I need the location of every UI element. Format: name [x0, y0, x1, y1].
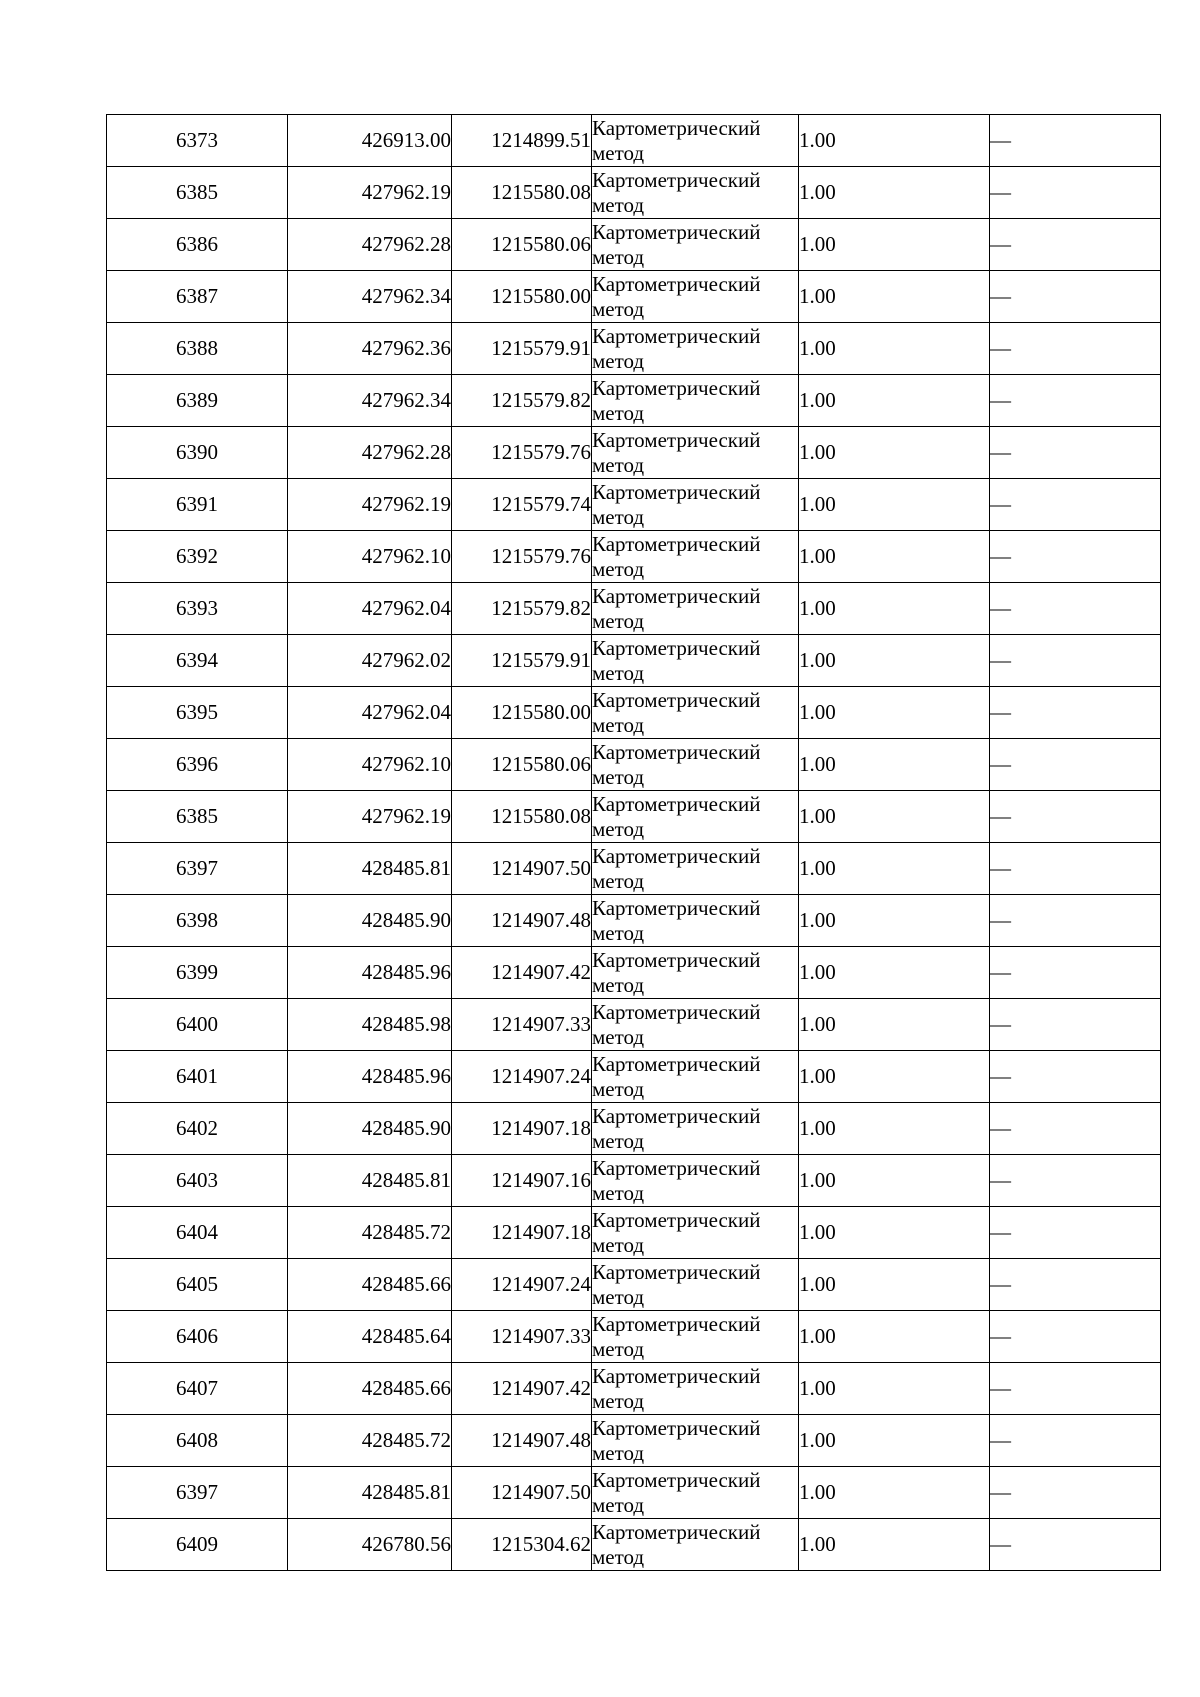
precision-cell: 1.00 [799, 115, 990, 167]
note-cell: — [990, 1415, 1161, 1467]
method-text: Картометрический метод [592, 324, 761, 373]
point-number-cell: 6397 [107, 1467, 288, 1519]
note-cell: — [990, 1519, 1161, 1571]
note-cell: — [990, 1103, 1161, 1155]
method-text: Картометрический метод [592, 1052, 761, 1101]
x-coordinate-cell: 427962.19 [288, 791, 452, 843]
precision-cell: 1.00 [799, 375, 990, 427]
y-coordinate-cell: 1214907.33 [452, 999, 592, 1051]
table-row [107, 531, 1161, 583]
method-text: Картометрический метод [592, 116, 761, 165]
point-number-cell: 6404 [107, 1207, 288, 1259]
note-cell: — [990, 323, 1161, 375]
y-coordinate-cell: 1214907.18 [452, 1207, 592, 1259]
note-cell: — [990, 1259, 1161, 1311]
method-text: Картометрический метод [592, 1364, 761, 1413]
x-coordinate-cell: 428485.96 [288, 947, 452, 999]
method-text: Картометрический метод [592, 896, 761, 945]
note-cell: — [990, 531, 1161, 583]
method-cell [592, 1207, 799, 1259]
y-coordinate-cell: 1215580.06 [452, 739, 592, 791]
y-coordinate-cell: 1215580.08 [452, 167, 592, 219]
note-cell: — [990, 1051, 1161, 1103]
precision-cell: 1.00 [799, 583, 990, 635]
method-text: Картометрический метод [592, 1156, 761, 1205]
precision-cell: 1.00 [799, 167, 990, 219]
precision-cell: 1.00 [799, 843, 990, 895]
y-coordinate-cell: 1214907.48 [452, 1415, 592, 1467]
precision-cell: 1.00 [799, 271, 990, 323]
precision-cell: 1.00 [799, 791, 990, 843]
method-cell [592, 271, 799, 323]
x-coordinate-cell: 427962.10 [288, 531, 452, 583]
precision-cell: 1.00 [799, 739, 990, 791]
y-coordinate-cell: 1214907.42 [452, 1363, 592, 1415]
method-text: Картометрический метод [592, 220, 761, 269]
x-coordinate-cell: 428485.66 [288, 1259, 452, 1311]
method-cell [592, 687, 799, 739]
note-cell: — [990, 999, 1161, 1051]
x-coordinate-cell: 427962.34 [288, 375, 452, 427]
y-coordinate-cell: 1214907.48 [452, 895, 592, 947]
table-row [107, 1103, 1161, 1155]
y-coordinate-cell: 1215579.76 [452, 427, 592, 479]
note-cell: — [990, 375, 1161, 427]
table-row [107, 791, 1161, 843]
x-coordinate-cell: 427962.19 [288, 479, 452, 531]
method-text: Картометрический метод [592, 948, 761, 997]
note-cell: — [990, 1207, 1161, 1259]
note-cell: — [990, 583, 1161, 635]
note-cell: — [990, 1311, 1161, 1363]
table-row [107, 1467, 1161, 1519]
point-number-cell: 6389 [107, 375, 288, 427]
y-coordinate-cell: 1215579.82 [452, 375, 592, 427]
y-coordinate-cell: 1215579.91 [452, 323, 592, 375]
point-number-cell: 6405 [107, 1259, 288, 1311]
y-coordinate-cell: 1214907.24 [452, 1051, 592, 1103]
note-cell: — [990, 895, 1161, 947]
note-cell: — [990, 687, 1161, 739]
note-cell: — [990, 1467, 1161, 1519]
y-coordinate-cell: 1215579.82 [452, 583, 592, 635]
table-row [107, 1051, 1161, 1103]
method-cell [592, 1155, 799, 1207]
note-cell: — [990, 739, 1161, 791]
note-cell: — [990, 479, 1161, 531]
coordinates-table-body [107, 115, 1161, 1571]
point-number-cell: 6402 [107, 1103, 288, 1155]
note-cell: — [990, 947, 1161, 999]
point-number-cell: 6385 [107, 791, 288, 843]
y-coordinate-cell: 1215580.06 [452, 219, 592, 271]
table-row [107, 167, 1161, 219]
method-text: Картометрический метод [592, 584, 761, 633]
method-text: Картометрический метод [592, 1520, 761, 1569]
note-cell: — [990, 219, 1161, 271]
method-cell [592, 1415, 799, 1467]
table-row [107, 687, 1161, 739]
precision-cell: 1.00 [799, 1363, 990, 1415]
method-cell [592, 843, 799, 895]
precision-cell: 1.00 [799, 1259, 990, 1311]
x-coordinate-cell: 428485.81 [288, 1155, 452, 1207]
precision-cell: 1.00 [799, 895, 990, 947]
table-row [107, 895, 1161, 947]
x-coordinate-cell: 427962.04 [288, 583, 452, 635]
precision-cell: 1.00 [799, 479, 990, 531]
point-number-cell: 6385 [107, 167, 288, 219]
method-cell [592, 895, 799, 947]
precision-cell: 1.00 [799, 1519, 990, 1571]
point-number-cell: 6409 [107, 1519, 288, 1571]
note-cell: — [990, 271, 1161, 323]
precision-cell: 1.00 [799, 219, 990, 271]
note-cell: — [990, 635, 1161, 687]
method-cell [592, 167, 799, 219]
method-cell [592, 739, 799, 791]
method-text: Картометрический метод [592, 272, 761, 321]
method-cell [592, 479, 799, 531]
x-coordinate-cell: 427962.28 [288, 219, 452, 271]
point-number-cell: 6390 [107, 427, 288, 479]
precision-cell: 1.00 [799, 1415, 990, 1467]
method-cell [592, 1311, 799, 1363]
point-number-cell: 6399 [107, 947, 288, 999]
point-number-cell: 6403 [107, 1155, 288, 1207]
table-row [107, 1155, 1161, 1207]
precision-cell: 1.00 [799, 687, 990, 739]
point-number-cell: 6397 [107, 843, 288, 895]
y-coordinate-cell: 1214907.18 [452, 1103, 592, 1155]
method-cell [592, 1467, 799, 1519]
table-row [107, 583, 1161, 635]
y-coordinate-cell: 1214907.50 [452, 1467, 592, 1519]
table-row [107, 1415, 1161, 1467]
method-cell [592, 427, 799, 479]
method-cell [592, 1259, 799, 1311]
table-row [107, 323, 1161, 375]
table-row [107, 479, 1161, 531]
method-cell [592, 1363, 799, 1415]
table-row [107, 635, 1161, 687]
x-coordinate-cell: 427962.34 [288, 271, 452, 323]
precision-cell: 1.00 [799, 1467, 990, 1519]
note-cell: — [990, 167, 1161, 219]
x-coordinate-cell: 427962.04 [288, 687, 452, 739]
y-coordinate-cell: 1214899.51 [452, 115, 592, 167]
precision-cell: 1.00 [799, 531, 990, 583]
table-row [107, 947, 1161, 999]
method-cell [592, 375, 799, 427]
table-row [107, 1207, 1161, 1259]
x-coordinate-cell: 428485.64 [288, 1311, 452, 1363]
method-cell [592, 999, 799, 1051]
point-number-cell: 6398 [107, 895, 288, 947]
method-text: Картометрический метод [592, 376, 761, 425]
precision-cell: 1.00 [799, 1103, 990, 1155]
method-cell [592, 219, 799, 271]
method-text: Картометрический метод [592, 1312, 761, 1361]
point-number-cell: 6388 [107, 323, 288, 375]
table-row [107, 219, 1161, 271]
method-cell [592, 531, 799, 583]
y-coordinate-cell: 1215579.76 [452, 531, 592, 583]
note-cell: — [990, 115, 1161, 167]
precision-cell: 1.00 [799, 635, 990, 687]
method-text: Картометрический метод [592, 532, 761, 581]
x-coordinate-cell: 428485.81 [288, 843, 452, 895]
y-coordinate-cell: 1214907.16 [452, 1155, 592, 1207]
precision-cell: 1.00 [799, 999, 990, 1051]
precision-cell: 1.00 [799, 427, 990, 479]
table-row [107, 739, 1161, 791]
method-text: Картометрический метод [592, 1208, 761, 1257]
y-coordinate-cell: 1214907.33 [452, 1311, 592, 1363]
x-coordinate-cell: 426780.56 [288, 1519, 452, 1571]
y-coordinate-cell: 1215579.91 [452, 635, 592, 687]
note-cell: — [990, 843, 1161, 895]
method-text: Картометрический метод [592, 1000, 761, 1049]
x-coordinate-cell: 428485.66 [288, 1363, 452, 1415]
x-coordinate-cell: 427962.36 [288, 323, 452, 375]
precision-cell: 1.00 [799, 1311, 990, 1363]
method-cell [592, 583, 799, 635]
point-number-cell: 6400 [107, 999, 288, 1051]
point-number-cell: 6406 [107, 1311, 288, 1363]
x-coordinate-cell: 428485.96 [288, 1051, 452, 1103]
method-cell [592, 791, 799, 843]
method-text: Картометрический метод [592, 636, 761, 685]
point-number-cell: 6394 [107, 635, 288, 687]
x-coordinate-cell: 426913.00 [288, 115, 452, 167]
note-cell: — [990, 1155, 1161, 1207]
method-cell [592, 635, 799, 687]
table-row [107, 1259, 1161, 1311]
method-text: Картометрический метод [592, 1416, 761, 1465]
point-number-cell: 6392 [107, 531, 288, 583]
y-coordinate-cell: 1215580.00 [452, 687, 592, 739]
table-row [107, 271, 1161, 323]
point-number-cell: 6408 [107, 1415, 288, 1467]
precision-cell: 1.00 [799, 323, 990, 375]
point-number-cell: 6386 [107, 219, 288, 271]
note-cell: — [990, 791, 1161, 843]
method-text: Картометрический метод [592, 844, 761, 893]
method-cell [592, 1103, 799, 1155]
method-cell [592, 947, 799, 999]
x-coordinate-cell: 427962.28 [288, 427, 452, 479]
note-cell: — [990, 427, 1161, 479]
method-cell [592, 1051, 799, 1103]
table-row [107, 843, 1161, 895]
x-coordinate-cell: 428485.72 [288, 1415, 452, 1467]
method-text: Картометрический метод [592, 428, 761, 477]
table-row [107, 427, 1161, 479]
x-coordinate-cell: 427962.19 [288, 167, 452, 219]
y-coordinate-cell: 1214907.24 [452, 1259, 592, 1311]
x-coordinate-cell: 427962.02 [288, 635, 452, 687]
method-text: Картометрический метод [592, 1468, 761, 1517]
y-coordinate-cell: 1215579.74 [452, 479, 592, 531]
point-number-cell: 6391 [107, 479, 288, 531]
method-text: Картометрический метод [592, 1260, 761, 1309]
x-coordinate-cell: 428485.72 [288, 1207, 452, 1259]
x-coordinate-cell: 428485.90 [288, 1103, 452, 1155]
coordinates-table [106, 114, 1161, 1571]
point-number-cell: 6387 [107, 271, 288, 323]
method-cell [592, 323, 799, 375]
point-number-cell: 6396 [107, 739, 288, 791]
method-text: Картометрический метод [592, 168, 761, 217]
y-coordinate-cell: 1214907.50 [452, 843, 592, 895]
note-cell: — [990, 1363, 1161, 1415]
precision-cell: 1.00 [799, 1155, 990, 1207]
point-number-cell: 6393 [107, 583, 288, 635]
method-text: Картометрический метод [592, 792, 761, 841]
point-number-cell: 6373 [107, 115, 288, 167]
point-number-cell: 6401 [107, 1051, 288, 1103]
point-number-cell: 6395 [107, 687, 288, 739]
y-coordinate-cell: 1215580.08 [452, 791, 592, 843]
method-text: Картометрический метод [592, 480, 761, 529]
y-coordinate-cell: 1215580.00 [452, 271, 592, 323]
x-coordinate-cell: 428485.81 [288, 1467, 452, 1519]
table-row [107, 1311, 1161, 1363]
table-row [107, 375, 1161, 427]
x-coordinate-cell: 428485.98 [288, 999, 452, 1051]
y-coordinate-cell: 1215304.62 [452, 1519, 592, 1571]
table-row [107, 1363, 1161, 1415]
point-number-cell: 6407 [107, 1363, 288, 1415]
method-text: Картометрический метод [592, 688, 761, 737]
method-text: Картометрический метод [592, 740, 761, 789]
y-coordinate-cell: 1214907.42 [452, 947, 592, 999]
x-coordinate-cell: 427962.10 [288, 739, 452, 791]
precision-cell: 1.00 [799, 947, 990, 999]
x-coordinate-cell: 428485.90 [288, 895, 452, 947]
table-row [107, 1519, 1161, 1571]
precision-cell: 1.00 [799, 1207, 990, 1259]
precision-cell: 1.00 [799, 1051, 990, 1103]
table-row [107, 115, 1161, 167]
method-text: Картометрический метод [592, 1104, 761, 1153]
method-cell [592, 1519, 799, 1571]
method-cell [592, 115, 799, 167]
table-row [107, 999, 1161, 1051]
